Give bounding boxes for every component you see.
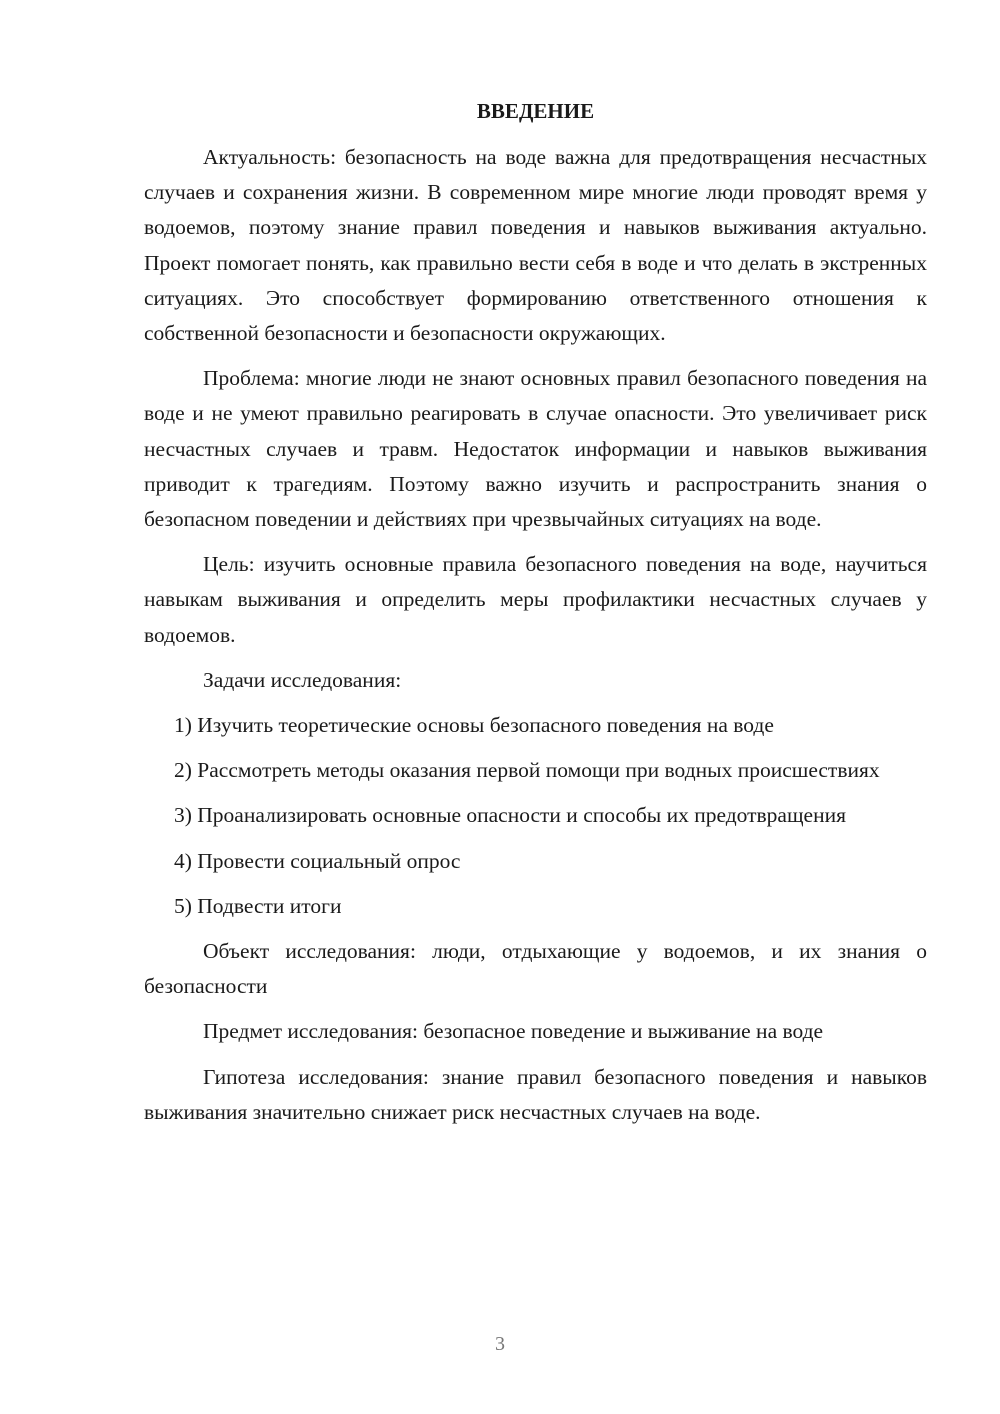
task-item-1: 1) Изучить теоретические основы безопасного поведения на воде [174, 713, 774, 738]
paragraph-tasks-heading: Задачи исследования: [203, 667, 402, 692]
paragraph-problem: Проблема: многие люди не знают основных правил безопасного поведения на воде и не умеют правильно реагировать в случае опасности. Это увеличивает риск несчастных случаев и травм. Недостаток информации и навыков выживания приводит к трагедиям. Поэтому важно изучить и распространить знания о безопасном поведении и действиях при чрезвычайных ситуациях на воде. [144, 366, 927, 532]
paragraph-hypothesis: Гипотеза исследования: знание правил безопасного поведения и навыков выживания значительно снижает риск несчастных случаев на воде. [144, 1064, 927, 1124]
paragraph-relevance: Актуальность: безопасность на воде важна для предотвращения несчастных случаев и сохранения жизни. В современном мире многие люди проводят время у водоемов, поэтому знание правил поведения и навыков выживания актуально. Проект помогает понять, как правильно вести себя в воде и что делать в экстренных ситуациях. Это способствует формированию ответственного отношения к собственной безопасности и безопасности окружающих. [144, 145, 927, 346]
section-heading: ВВЕДЕНИЕ [476, 99, 595, 123]
paragraph-goal: Цель: изучить основные правила безопасного поведения на воде, научиться навыкам выживания и определить меры профилактики несчастных случаев у водоемов. [144, 552, 927, 647]
paragraph-object: Объект исследования: люди, отдыхающие у водоемов, и их знания о безопасности [144, 939, 927, 999]
task-item-3: 3) Проанализировать основные опасности и способы их предотвращения [174, 803, 846, 828]
paragraph-subject: Предмет исследования: безопасное поведение и выживание на воде [203, 1019, 824, 1044]
task-item-5: 5) Подвести итоги [174, 893, 342, 918]
page-number: 3 [495, 1333, 505, 1355]
task-item-4: 4) Провести социальный опрос [174, 848, 461, 873]
task-item-2: 2) Рассмотреть методы оказания первой помощи при водных происшествиях [174, 758, 880, 783]
